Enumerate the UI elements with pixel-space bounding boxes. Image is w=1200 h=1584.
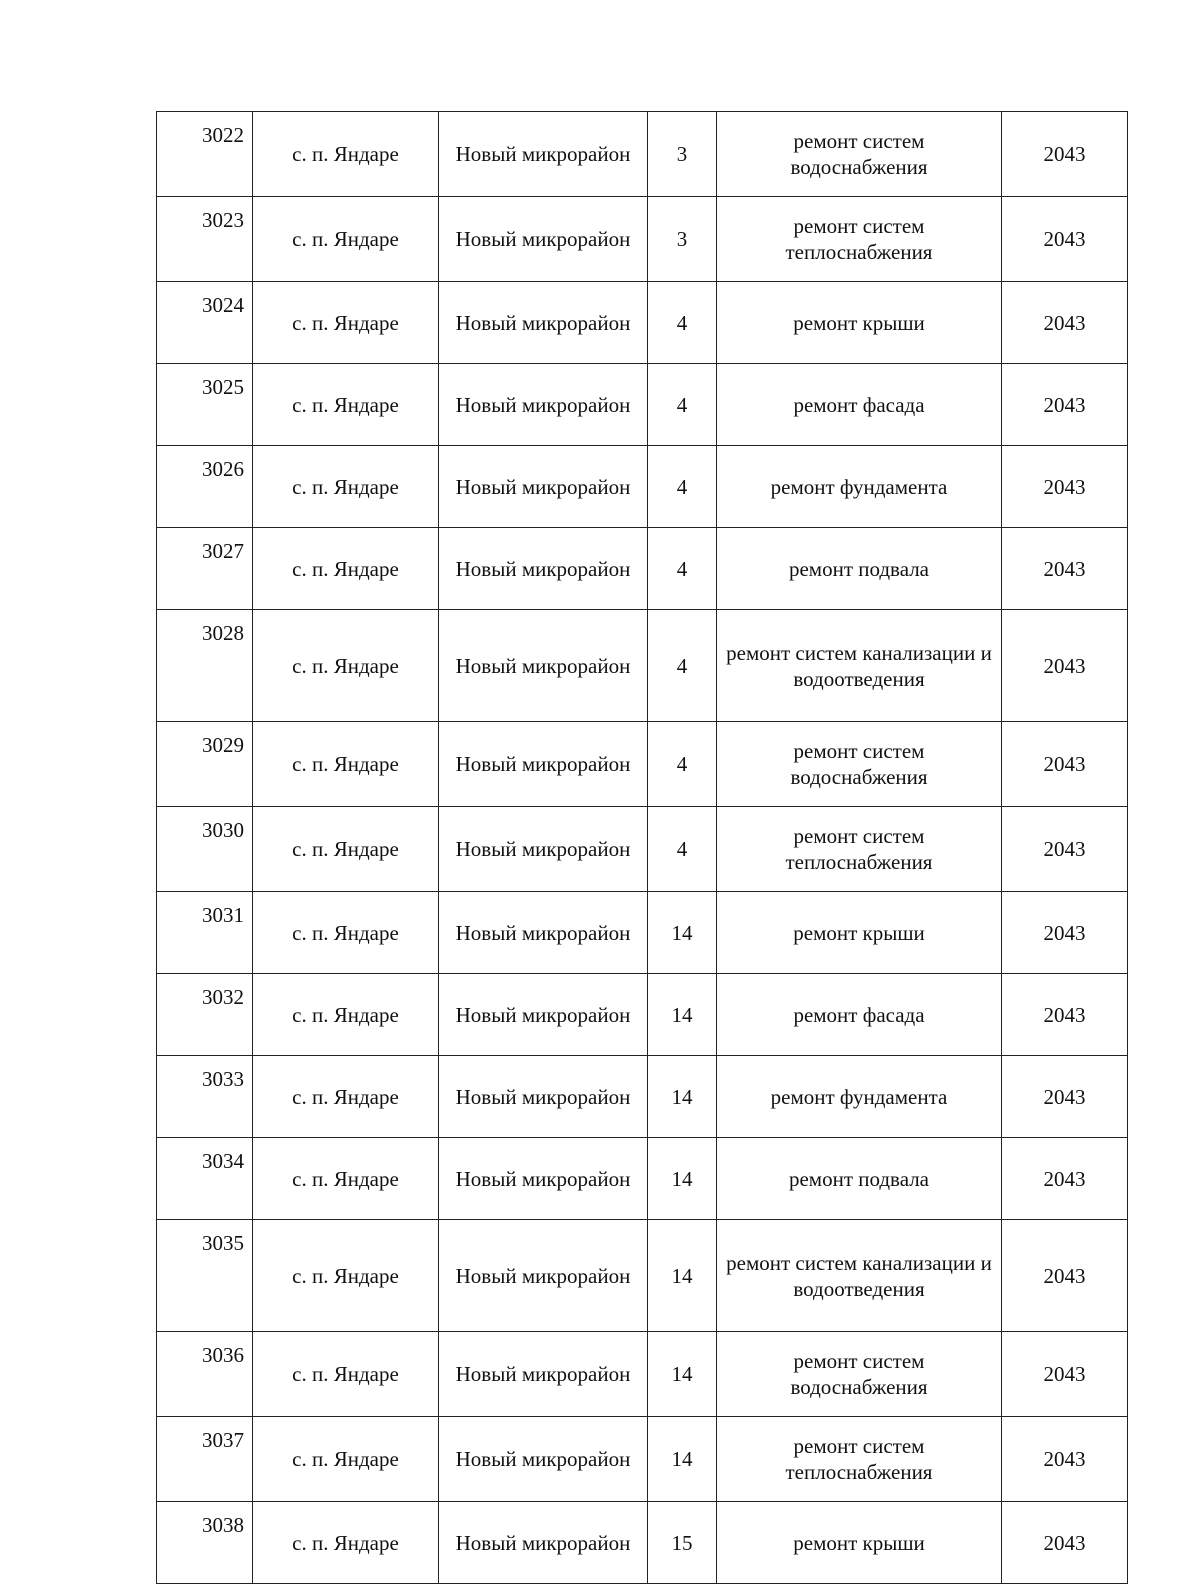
row-number-cell: 3024 <box>157 282 253 364</box>
work-type-cell: ремонт систем теплоснабжения <box>717 197 1002 282</box>
street-cell: Новый микрорайон <box>439 1056 648 1138</box>
street-cell: Новый микрорайон <box>439 1332 648 1417</box>
row-number-cell: 3027 <box>157 528 253 610</box>
table-row <box>157 807 1128 892</box>
settlement-cell: с. п. Яндаре <box>253 282 439 364</box>
table-row <box>157 364 1128 446</box>
year-cell: 2043 <box>1002 892 1128 974</box>
year-cell: 2043 <box>1002 1056 1128 1138</box>
work-type-cell: ремонт систем теплоснабжения <box>717 807 1002 892</box>
table-row <box>157 892 1128 974</box>
settlement-cell: с. п. Яндаре <box>253 1138 439 1220</box>
year-cell: 2043 <box>1002 610 1128 722</box>
year-cell: 2043 <box>1002 1332 1128 1417</box>
row-number-cell: 3034 <box>157 1138 253 1220</box>
house-number-cell: 14 <box>648 1332 717 1417</box>
settlement-cell: с. п. Яндаре <box>253 446 439 528</box>
house-number-cell: 4 <box>648 446 717 528</box>
work-type-cell: ремонт систем канализации и водоотведения <box>717 1220 1002 1332</box>
work-type-cell: ремонт систем канализации и водоотведения <box>717 610 1002 722</box>
street-cell: Новый микрорайон <box>439 892 648 974</box>
table-row <box>157 1502 1128 1584</box>
work-type-cell: ремонт крыши <box>717 282 1002 364</box>
settlement-cell: с. п. Яндаре <box>253 722 439 807</box>
house-number-cell: 4 <box>648 364 717 446</box>
street-cell: Новый микрорайон <box>439 446 648 528</box>
row-number-cell: 3028 <box>157 610 253 722</box>
street-cell: Новый микрорайон <box>439 197 648 282</box>
street-cell: Новый микрорайон <box>439 807 648 892</box>
work-type-cell: ремонт фундамента <box>717 1056 1002 1138</box>
work-type-cell: ремонт систем водоснабжения <box>717 722 1002 807</box>
house-number-cell: 14 <box>648 1417 717 1502</box>
table-row <box>157 1220 1128 1332</box>
year-cell: 2043 <box>1002 1138 1128 1220</box>
street-cell: Новый микрорайон <box>439 610 648 722</box>
settlement-cell: с. п. Яндаре <box>253 1502 439 1584</box>
table-row <box>157 610 1128 722</box>
table-body <box>157 112 1128 1584</box>
street-cell: Новый микрорайон <box>439 1417 648 1502</box>
street-cell: Новый микрорайон <box>439 1220 648 1332</box>
repair-schedule-table <box>156 111 1128 1584</box>
table-row <box>157 282 1128 364</box>
settlement-cell: с. п. Яндаре <box>253 974 439 1056</box>
row-number-cell: 3023 <box>157 197 253 282</box>
row-number-cell: 3033 <box>157 1056 253 1138</box>
street-cell: Новый микрорайон <box>439 528 648 610</box>
house-number-cell: 14 <box>648 974 717 1056</box>
work-type-cell: ремонт систем теплоснабжения <box>717 1417 1002 1502</box>
year-cell: 2043 <box>1002 528 1128 610</box>
row-number-cell: 3037 <box>157 1417 253 1502</box>
work-type-cell: ремонт фасада <box>717 974 1002 1056</box>
work-type-cell: ремонт фундамента <box>717 446 1002 528</box>
street-cell: Новый микрорайон <box>439 364 648 446</box>
year-cell: 2043 <box>1002 197 1128 282</box>
street-cell: Новый микрорайон <box>439 722 648 807</box>
year-cell: 2043 <box>1002 364 1128 446</box>
settlement-cell: с. п. Яндаре <box>253 1220 439 1332</box>
work-type-cell: ремонт систем водоснабжения <box>717 1332 1002 1417</box>
house-number-cell: 14 <box>648 1220 717 1332</box>
row-number-cell: 3029 <box>157 722 253 807</box>
table-row <box>157 446 1128 528</box>
table-row <box>157 528 1128 610</box>
year-cell: 2043 <box>1002 1502 1128 1584</box>
settlement-cell: с. п. Яндаре <box>253 528 439 610</box>
row-number-cell: 3031 <box>157 892 253 974</box>
work-type-cell: ремонт крыши <box>717 1502 1002 1584</box>
table-row <box>157 112 1128 197</box>
settlement-cell: с. п. Яндаре <box>253 892 439 974</box>
house-number-cell: 14 <box>648 1056 717 1138</box>
row-number-cell: 3036 <box>157 1332 253 1417</box>
year-cell: 2043 <box>1002 446 1128 528</box>
street-cell: Новый микрорайон <box>439 1502 648 1584</box>
house-number-cell: 14 <box>648 1138 717 1220</box>
row-number-cell: 3022 <box>157 112 253 197</box>
row-number-cell: 3032 <box>157 974 253 1056</box>
house-number-cell: 4 <box>648 722 717 807</box>
house-number-cell: 4 <box>648 282 717 364</box>
house-number-cell: 15 <box>648 1502 717 1584</box>
work-type-cell: ремонт подвала <box>717 1138 1002 1220</box>
year-cell: 2043 <box>1002 282 1128 364</box>
house-number-cell: 3 <box>648 112 717 197</box>
work-type-cell: ремонт фасада <box>717 364 1002 446</box>
year-cell: 2043 <box>1002 722 1128 807</box>
work-type-cell: ремонт крыши <box>717 892 1002 974</box>
street-cell: Новый микрорайон <box>439 282 648 364</box>
settlement-cell: с. п. Яндаре <box>253 112 439 197</box>
year-cell: 2043 <box>1002 807 1128 892</box>
house-number-cell: 14 <box>648 892 717 974</box>
settlement-cell: с. п. Яндаре <box>253 1056 439 1138</box>
house-number-cell: 4 <box>648 528 717 610</box>
work-type-cell: ремонт систем водоснабжения <box>717 112 1002 197</box>
row-number-cell: 3035 <box>157 1220 253 1332</box>
table-row <box>157 722 1128 807</box>
street-cell: Новый микрорайон <box>439 1138 648 1220</box>
street-cell: Новый микрорайон <box>439 112 648 197</box>
settlement-cell: с. п. Яндаре <box>253 610 439 722</box>
year-cell: 2043 <box>1002 1220 1128 1332</box>
year-cell: 2043 <box>1002 1417 1128 1502</box>
settlement-cell: с. п. Яндаре <box>253 1417 439 1502</box>
table-row <box>157 1056 1128 1138</box>
street-cell: Новый микрорайон <box>439 974 648 1056</box>
table-row <box>157 1138 1128 1220</box>
house-number-cell: 4 <box>648 807 717 892</box>
house-number-cell: 4 <box>648 610 717 722</box>
work-type-cell: ремонт подвала <box>717 528 1002 610</box>
row-number-cell: 3026 <box>157 446 253 528</box>
row-number-cell: 3025 <box>157 364 253 446</box>
table-row <box>157 1417 1128 1502</box>
settlement-cell: с. п. Яндаре <box>253 1332 439 1417</box>
settlement-cell: с. п. Яндаре <box>253 197 439 282</box>
table-row <box>157 197 1128 282</box>
row-number-cell: 3038 <box>157 1502 253 1584</box>
settlement-cell: с. п. Яндаре <box>253 364 439 446</box>
house-number-cell: 3 <box>648 197 717 282</box>
settlement-cell: с. п. Яндаре <box>253 807 439 892</box>
row-number-cell: 3030 <box>157 807 253 892</box>
year-cell: 2043 <box>1002 974 1128 1056</box>
table-row <box>157 974 1128 1056</box>
table-row <box>157 1332 1128 1417</box>
year-cell: 2043 <box>1002 112 1128 197</box>
